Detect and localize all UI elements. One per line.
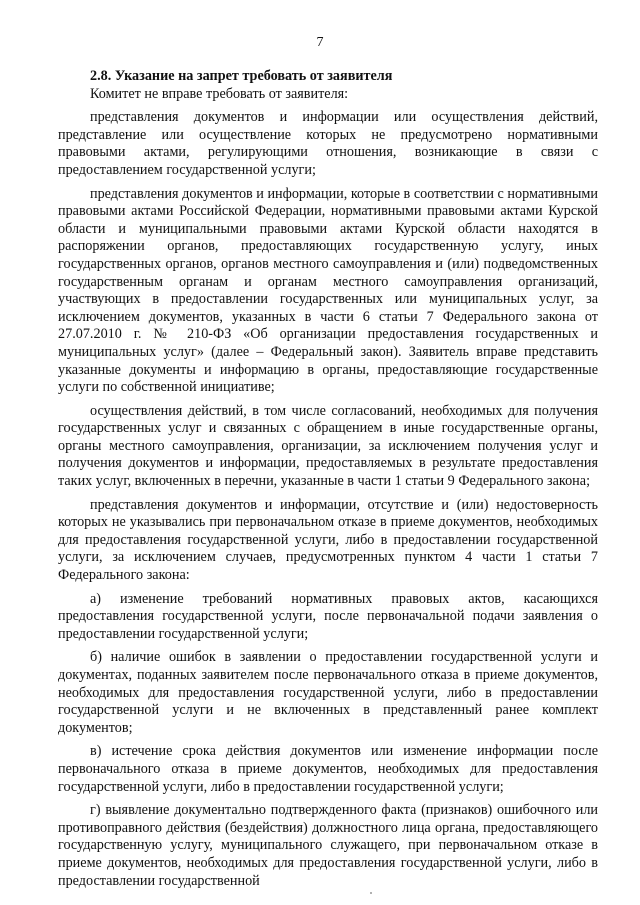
section-heading: 2.8. Указание на запрет требовать от заявителя bbox=[90, 68, 393, 84]
list-item-c: в) истечение срока действия документов или изменение информации после первоначального отказа в приеме документов, необходимых для предоставления государственной услуги, либо в предоставлении государственной услуги; bbox=[58, 743, 598, 795]
scan-dot bbox=[370, 892, 372, 894]
section-intro: Комитет не вправе требовать от заявителя: bbox=[90, 85, 349, 102]
paragraph-1: представления документов и информации или осуществления действий, представление или осуществление которых не предусмотрено нормативными правовыми актами, регулирующими отношения, возникающие в связи с предоставлением государственной услуги; bbox=[58, 109, 598, 178]
document-body bbox=[58, 68, 598, 890]
page-number: 7 bbox=[316, 35, 324, 50]
paragraph-2: представления документов и информации, которые в соответствии с нормативными правовыми актами Российской Федерации, нормативными правовыми актами Курской области и муниципальными правовыми актами Курской области находятся в распоряжении органов, предоставляющих государственную услугу, иных государственных органов, органов местного самоуправления и (или) подведомственных государственным органам и органам местного самоуправления организаций, участвующих в предоставлении государственных или муниципальных услуг, за исключением документов, указанных в части 6 статьи 7 Федерального закона от 27.07.2010 г. № 210-ФЗ «Об организации предоставления государственных и муниципальных услуг» (далее – Федеральный закон). Заявитель вправе представить указанные документы и информацию в органы, предоставляющие государственные услуги по собственной инициативе; bbox=[58, 185, 598, 396]
list-item-d: г) выявление документально подтвержденного факта (признаков) ошибочного или противоправного действия (бездействия) должностного лица органа, предоставляющего государственную услугу, муниципального служащего, при первоначальном отказе в приеме документов, необходимых для предоставления государственной услуги, либо в предоставлении государственной bbox=[58, 802, 598, 889]
paragraph-3: осуществления действий, в том числе согласований, необходимых для получения государственных услуг и связанных с обращением в иные государственные органы, органы местного самоуправления, организации, за исключением получения услуг и получения документов и информации, предоставляемых в результате предоставления таких услуг, включенных в перечни, указанные в части 1 статьи 9 Федерального закона; bbox=[58, 402, 598, 490]
paragraph-4: представления документов и информации, отсутствие и (или) недостоверность которых не указывались при первоначальном отказе в приеме документов, необходимых для предоставления государственной услуги, либо в предоставлении государственной услуги, за исключением случаев, предусмотренных пунктом 4 части 1 статьи 7 Федерального закона: bbox=[58, 496, 598, 584]
list-item-a: а) изменение требований нормативных правовых актов, касающихся предоставления государственной услуги, после первоначальной подачи заявления о предоставлении государственной услуги; bbox=[58, 590, 598, 642]
list-item-b: б) наличие ошибок в заявлении о предоставлении государственной услуги и документах, поданных заявителем после первоначального отказа в приеме документов, необходимых для предоставления государственной услуги, либо в предоставлении государственной услуги и не включенных в представленный ранее комплект документов; bbox=[58, 649, 598, 736]
